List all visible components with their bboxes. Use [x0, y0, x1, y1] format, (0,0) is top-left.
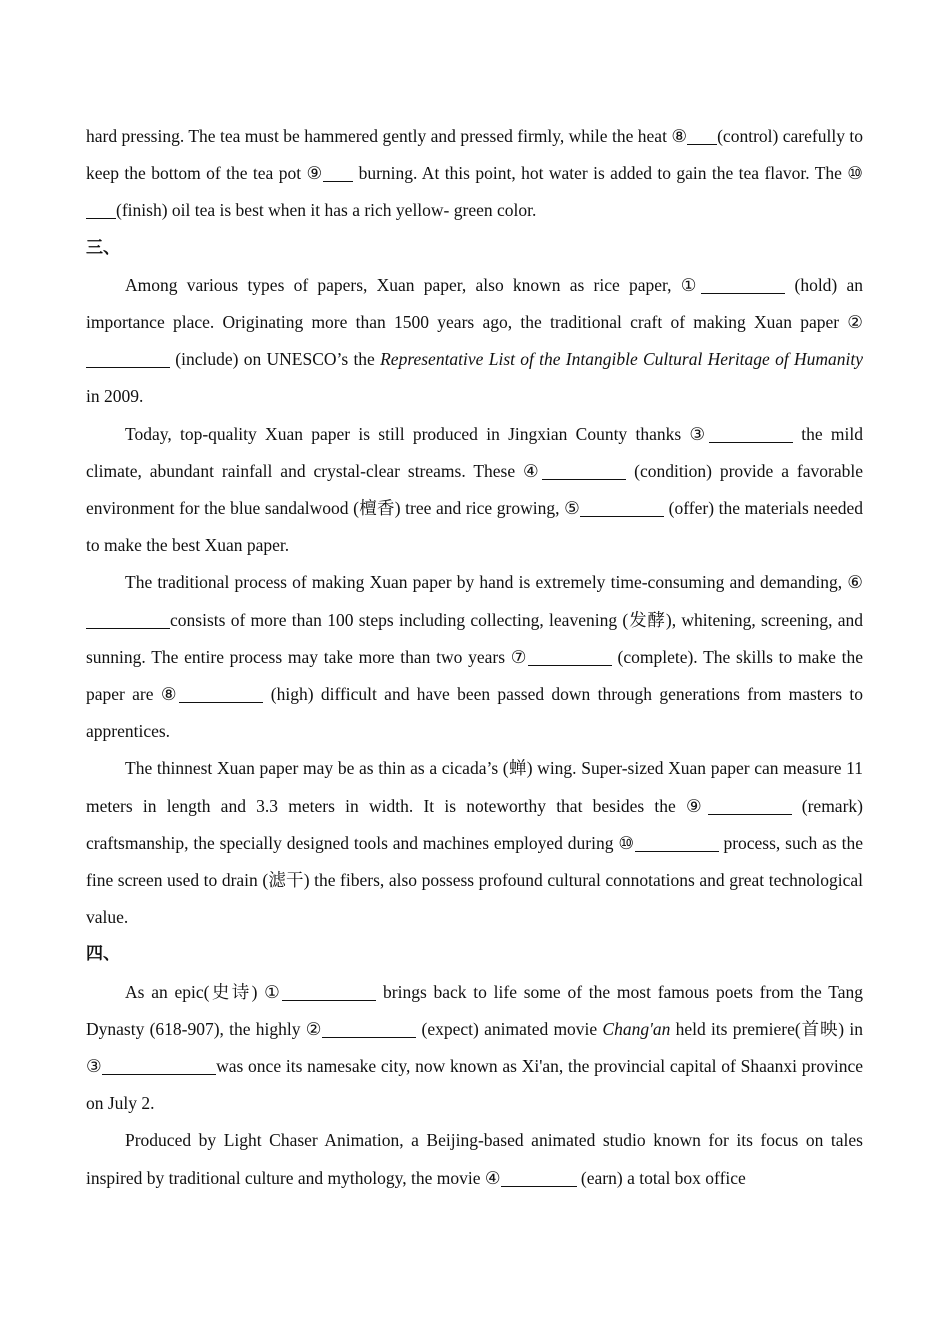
answer-blank-1[interactable] — [701, 275, 785, 294]
text: consists of more than 100 steps including collecting, leavening (发酵), whitening, screening, and sunning. The entire process may take more than two years ⑦ — [86, 609, 863, 667]
answer-blank-1[interactable] — [282, 982, 376, 1001]
answer-blank-10[interactable] — [86, 200, 116, 219]
text: (include) on UNESCO’s the — [170, 349, 381, 370]
answer-blank-3[interactable] — [709, 424, 793, 443]
xuan-paragraph-1 — [86, 267, 863, 416]
text: (hold) an importance place. Originating more than 1500 years ago, the traditional craft of making Xuan paper ② — [86, 274, 863, 333]
text: the mild climate, abundant rainfall and crystal-clear streams. These ④ — [86, 423, 864, 481]
text: hard pressing. The tea must be hammered gently and pressed firmly, while the heat ⑧ — [86, 126, 688, 146]
text: (complete). The skills to make the paper are ⑧ — [86, 646, 864, 705]
text: brings back to life some of the most famous poets from the Tang Dynasty (618-907), the highly ② — [86, 981, 863, 1039]
text: (offer) the materials needed to make the best Xuan paper. — [86, 498, 863, 556]
text: burning. At this point, hot water is added to gain the tea flavor. The ⑩ — [353, 163, 863, 184]
text: (earn) a total box office — [576, 1167, 746, 1188]
text: As an epic(史诗) ① — [125, 981, 283, 1002]
section-heading-3: 三、 — [86, 237, 120, 258]
italic-title: Chang'an — [602, 1018, 671, 1039]
xuan-paragraph-2 — [86, 416, 863, 565]
answer-blank-2[interactable] — [86, 349, 170, 368]
text: Produced by Light Chaser Animation, a Beijing-based animated studio known for its focus on tales inspired by traditional culture and mythology, the movie ④ — [86, 1130, 863, 1188]
text: Among various types of papers, Xuan paper, also known as rice paper, ① — [125, 274, 702, 295]
answer-blank-7[interactable] — [528, 647, 612, 666]
answer-blank-4[interactable] — [501, 1168, 577, 1187]
answer-blank-8[interactable] — [179, 684, 263, 703]
text: (control) carefully to keep the bottom of the tea pot ⑨ — [86, 126, 863, 184]
text: (finish) oil tea is best when it has a rich yellow- green color. — [116, 200, 537, 221]
xuan-paragraph-3 — [86, 564, 863, 750]
text: process, such as the fine screen used to drain (滤干) the fibers, also possess profound cultural connotations and great technological value. — [86, 832, 863, 928]
answer-blank-8[interactable] — [687, 126, 717, 145]
text: The traditional process of making Xuan paper by hand is extremely time-consuming and demanding, ⑥ — [125, 572, 863, 593]
xuan-paragraph-4 — [86, 750, 863, 936]
text: in 2009. — [86, 386, 144, 407]
changan-paragraph-2 — [86, 1122, 863, 1196]
answer-blank-2[interactable] — [322, 1019, 416, 1038]
text: Today, top-quality Xuan paper is still produced in Jingxian County thanks ③ — [125, 423, 709, 444]
document-page — [86, 118, 863, 1197]
answer-blank-6[interactable] — [86, 610, 170, 629]
text: The thinnest Xuan paper may be as thin as a cicada’s (蝉) wing. Super-sized Xuan paper can measure 11 meters in length and 3.3 meters in width. It is noteworthy that besides the ⑨ — [86, 758, 863, 816]
text: (condition) provide a favorable environment for the blue sandalwood (檀香) tree and rice growing, ⑤ — [86, 460, 863, 519]
text: (high) difficult and have been passed down through generations from masters to apprentices. — [86, 684, 863, 742]
answer-blank-10[interactable] — [635, 833, 719, 852]
section-heading-4: 四、 — [86, 944, 120, 965]
answer-blank-5[interactable] — [580, 498, 664, 517]
changan-paragraph-1 — [86, 974, 863, 1123]
text: (expect) animated movie — [416, 1018, 603, 1039]
text: was once its namesake city, now known as Xi'an, the provincial capital of Shaanxi province on July 2. — [86, 1056, 863, 1114]
italic-title: Representative List of the Intangible Cultural Heritage of Humanity — [380, 349, 863, 370]
tea-passage-continuation — [86, 118, 863, 230]
answer-blank-3[interactable] — [102, 1056, 216, 1075]
text: (remark) craftsmanship, the specially designed tools and machines employed during ⑩ — [86, 795, 863, 853]
text: held its premiere(首映) in ③ — [86, 1018, 863, 1077]
answer-blank-9[interactable] — [708, 796, 792, 815]
answer-blank-9[interactable] — [323, 163, 353, 182]
answer-blank-4[interactable] — [542, 461, 626, 480]
